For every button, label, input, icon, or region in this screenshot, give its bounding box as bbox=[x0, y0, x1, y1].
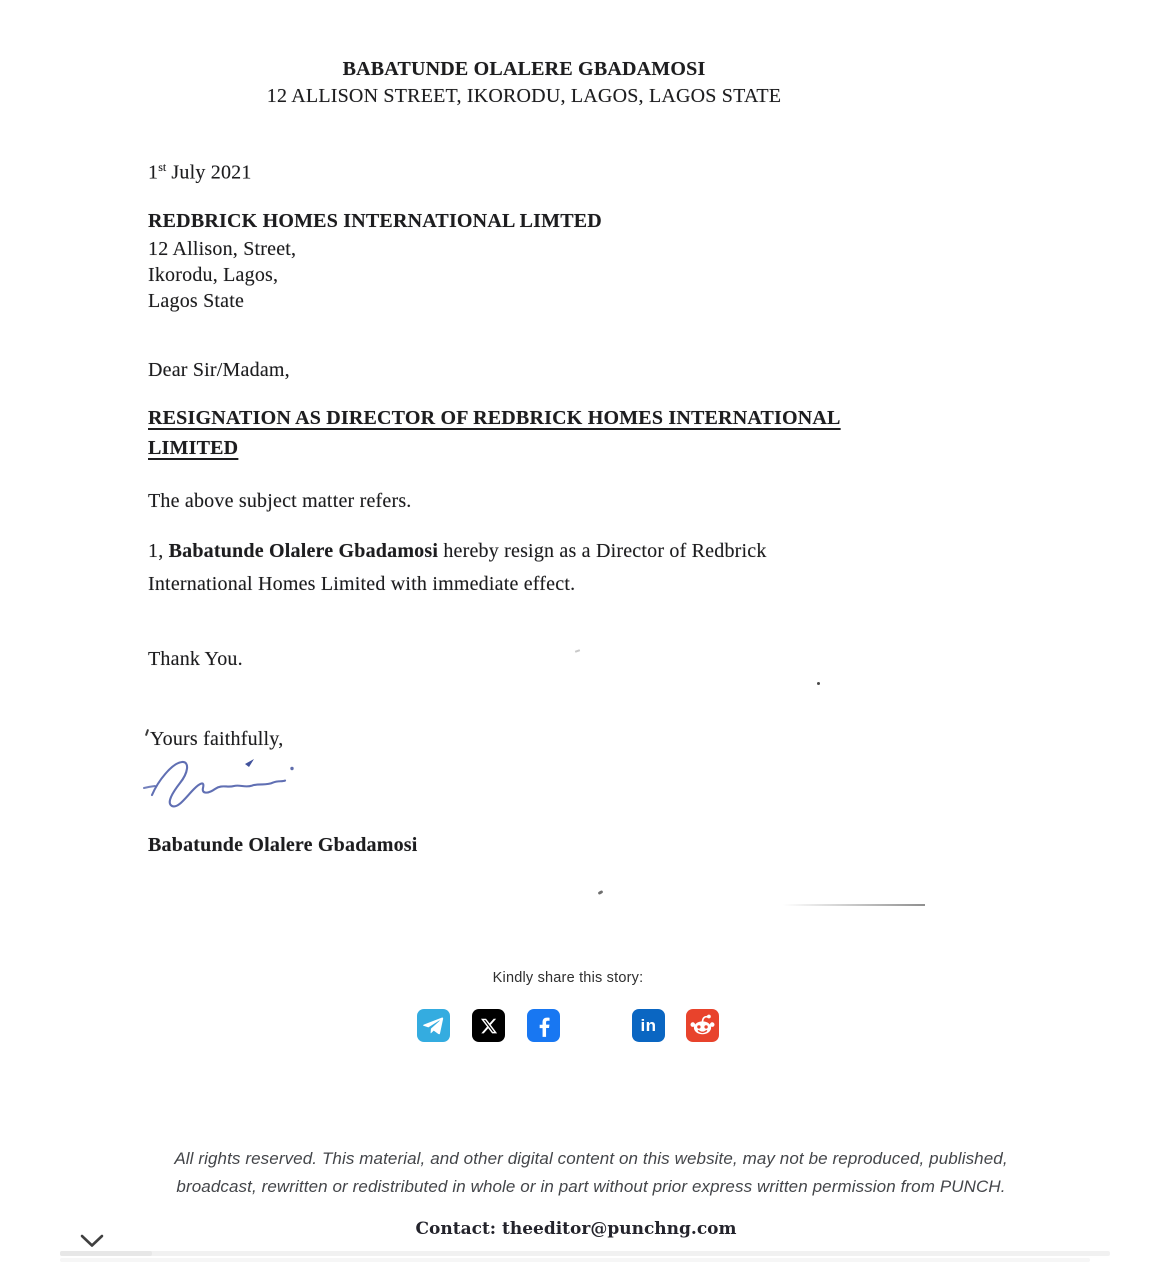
scan-artifact bbox=[598, 890, 604, 895]
facebook-share-button[interactable] bbox=[527, 1009, 560, 1042]
body-paragraph bbox=[148, 540, 767, 563]
x-icon bbox=[480, 1017, 498, 1035]
sender-name: BABATUNDE OLALERE GBADAMOSI bbox=[342, 58, 706, 80]
recipient-address-line: Lagos State bbox=[148, 290, 245, 312]
recipient-address-line: 12 Allison, Street, bbox=[148, 238, 297, 260]
signatory-name: Babatunde Olalere Gbadamosi bbox=[148, 834, 418, 856]
chevron-down-icon bbox=[80, 1234, 104, 1248]
subject-line: RESIGNATION AS DIRECTOR OF REDBRICK HOMES INTERNATIONAL bbox=[148, 407, 841, 429]
signature-image bbox=[142, 751, 310, 814]
copyright-line: broadcast, rewritten or redistributed in whole or in part without prior express written permission from PUNCH. bbox=[176, 1177, 1006, 1196]
signatory-inline-name: Babatunde Olalere Gbadamosi bbox=[168, 540, 439, 562]
linkedin-share-button[interactable] bbox=[632, 1009, 665, 1042]
scan-artifact bbox=[783, 904, 925, 906]
body-paragraph: The above subject matter refers. bbox=[148, 490, 412, 512]
bottom-divider bbox=[60, 1258, 1090, 1262]
bottom-divider bbox=[60, 1251, 152, 1256]
recipient-company: REDBRICK HOMES INTERNATIONAL LIMTED bbox=[148, 210, 602, 232]
sender-address: 12 ALLISON STREET, IKORODU, LAGOS, LAGOS STATE bbox=[266, 85, 782, 107]
facebook-icon bbox=[531, 1013, 557, 1039]
scan-artifact bbox=[575, 649, 580, 653]
reddit-icon bbox=[686, 1009, 719, 1042]
body-text: hereby resign as a Director of Redbrick bbox=[438, 540, 767, 562]
scan-artifact bbox=[817, 682, 820, 685]
letter-date bbox=[148, 160, 252, 185]
date-day: 1 bbox=[148, 161, 159, 184]
x-share-button[interactable] bbox=[472, 1009, 505, 1042]
salutation: Dear Sir/Madam, bbox=[148, 359, 290, 381]
copyright-line: All rights reserved. This material, and other digital content on this website, may not be reproduced, published, bbox=[174, 1149, 1008, 1168]
share-label: Kindly share this story: bbox=[492, 970, 644, 986]
telegram-share-button[interactable] bbox=[417, 1009, 450, 1042]
collapse-chevron-button[interactable] bbox=[78, 1231, 106, 1251]
bottom-divider bbox=[60, 1251, 1110, 1256]
date-suffix: st bbox=[158, 160, 167, 174]
body-text: 1, bbox=[148, 540, 169, 562]
thank-you-line: Thank You. bbox=[148, 648, 243, 670]
linkedin-icon: in bbox=[640, 1015, 657, 1035]
body-paragraph: International Homes Limited with immediate effect. bbox=[148, 573, 576, 595]
subject-line: LIMITED bbox=[148, 437, 239, 459]
recipient-address-line: Ikorodu, Lagos, bbox=[148, 264, 279, 286]
reddit-share-button[interactable] bbox=[686, 1009, 719, 1042]
contact-email: Contact: theeditor@punchng.com bbox=[415, 1219, 737, 1239]
scan-artifact bbox=[145, 729, 149, 736]
date-rest: July 2021 bbox=[166, 161, 252, 184]
telegram-icon bbox=[423, 1015, 444, 1036]
closing-line: Yours faithfully, bbox=[150, 728, 284, 750]
